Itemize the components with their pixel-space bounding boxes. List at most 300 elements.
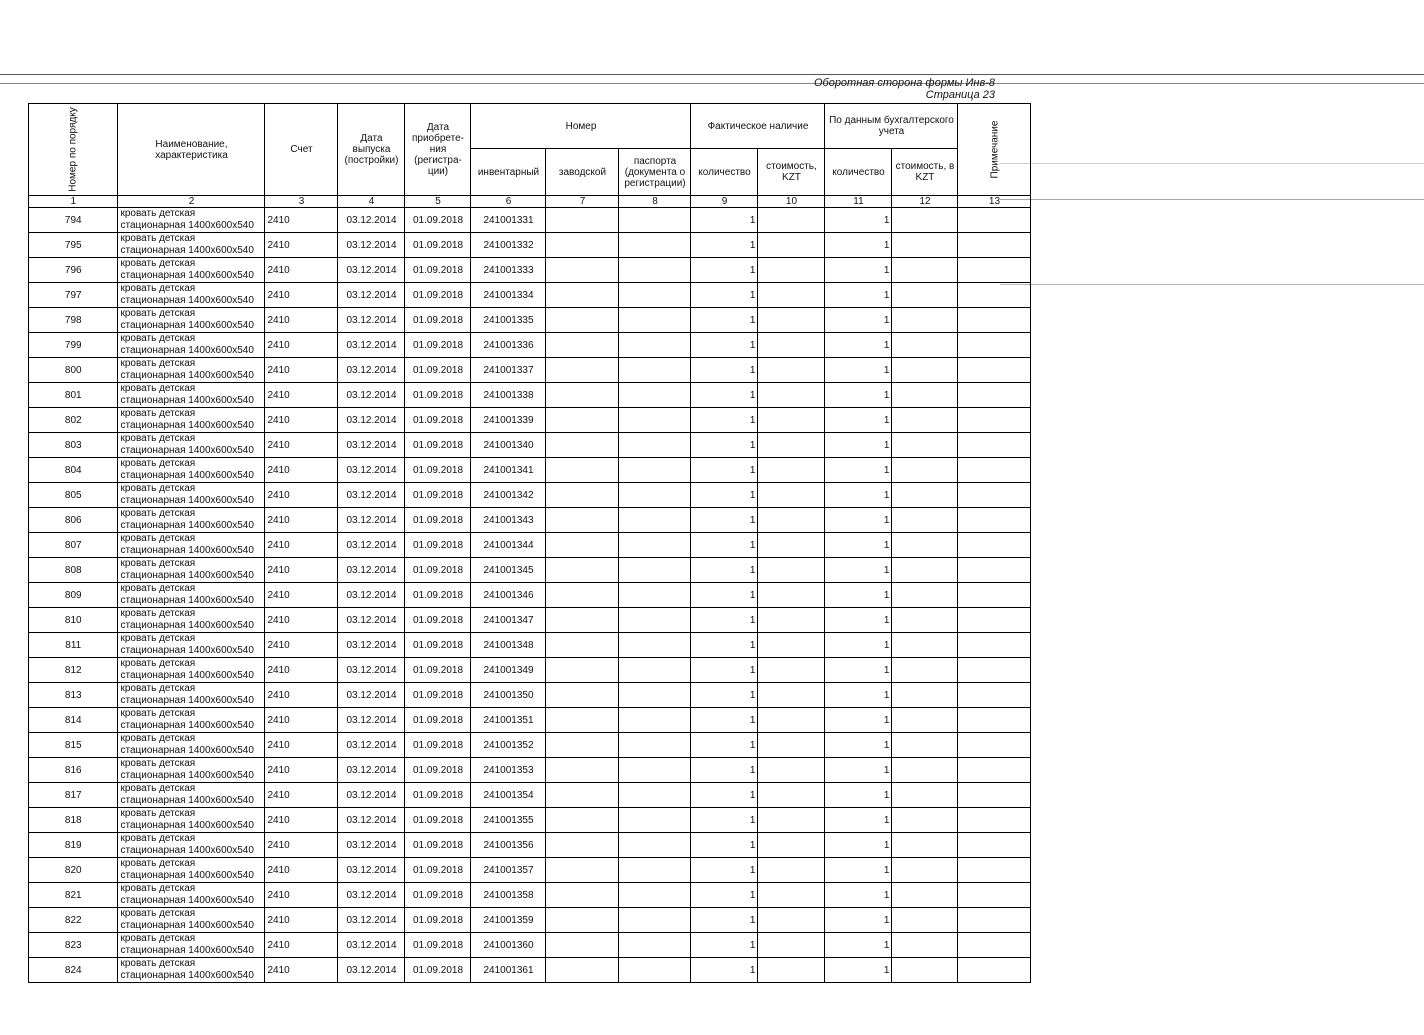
inventory-number-cell: 241001359 — [471, 908, 546, 933]
passport-cell — [619, 233, 691, 258]
acquisition-date-cell: 01.09.2018 — [405, 483, 471, 508]
column-number: 6 — [471, 196, 546, 208]
release-date-cell: 03.12.2014 — [338, 883, 405, 908]
item-name-line: кровать детская — [120, 933, 196, 944]
passport-cell — [619, 683, 691, 708]
item-name-line: стационарная 1400x600x540 — [120, 520, 254, 531]
actual-cost-cell — [758, 783, 825, 808]
column-number: 10 — [758, 196, 825, 208]
acquisition-date-cell: 01.09.2018 — [405, 883, 471, 908]
inventory-number-cell: 241001332 — [471, 233, 546, 258]
item-name-cell — [118, 533, 265, 558]
item-name-line: стационарная 1400x600x540 — [120, 670, 254, 681]
note-cell — [958, 783, 1031, 808]
account-cell: 2410 — [265, 283, 338, 308]
factory-number-cell — [546, 458, 619, 483]
item-name-line: стационарная 1400x600x540 — [120, 720, 254, 731]
row-number-cell: 811 — [29, 633, 118, 658]
inventory-number-cell: 241001340 — [471, 433, 546, 458]
item-name-line: стационарная 1400x600x540 — [120, 445, 254, 456]
note-cell — [958, 358, 1031, 383]
actual-qty-cell: 1 — [691, 383, 758, 408]
accounting-cost-cell — [892, 483, 958, 508]
passport-cell — [619, 258, 691, 283]
note-cell — [958, 608, 1031, 633]
note-cell — [958, 508, 1031, 533]
row-number-cell: 806 — [29, 508, 118, 533]
release-date-cell: 03.12.2014 — [338, 908, 405, 933]
passport-cell — [619, 358, 691, 383]
item-name-line: кровать детская — [120, 458, 196, 469]
accounting-qty-cell: 1 — [825, 383, 892, 408]
item-name-cell — [118, 408, 265, 433]
table-row — [29, 233, 1031, 258]
item-name-line: стационарная 1400x600x540 — [120, 370, 254, 381]
acquisition-date-cell: 01.09.2018 — [405, 358, 471, 383]
item-name-line: стационарная 1400x600x540 — [120, 945, 254, 956]
accounting-cost-cell — [892, 858, 958, 883]
table-row — [29, 883, 1031, 908]
release-date-cell: 03.12.2014 — [338, 333, 405, 358]
accounting-qty-cell: 1 — [825, 658, 892, 683]
row-number-cell: 795 — [29, 233, 118, 258]
item-name-cell — [118, 283, 265, 308]
release-date-cell: 03.12.2014 — [338, 233, 405, 258]
item-name-line: стационарная 1400x600x540 — [120, 870, 254, 881]
accounting-qty-cell: 1 — [825, 208, 892, 233]
item-name-line: кровать детская — [120, 683, 196, 694]
accounting-qty-cell: 1 — [825, 308, 892, 333]
note-cell — [958, 433, 1031, 458]
item-name-cell — [118, 933, 265, 958]
passport-cell — [619, 883, 691, 908]
table-row — [29, 908, 1031, 933]
release-date-cell: 03.12.2014 — [338, 733, 405, 758]
inventory-number-cell: 241001349 — [471, 658, 546, 683]
header-group-actual: Фактическое наличие — [691, 104, 825, 149]
note-cell — [958, 583, 1031, 608]
release-date-cell: 03.12.2014 — [338, 383, 405, 408]
passport-cell — [619, 933, 691, 958]
item-name-cell — [118, 658, 265, 683]
row-number-cell: 816 — [29, 758, 118, 783]
acquisition-date-cell: 01.09.2018 — [405, 208, 471, 233]
item-name-line: стационарная 1400x600x540 — [120, 245, 254, 256]
actual-cost-cell — [758, 883, 825, 908]
passport-cell — [619, 758, 691, 783]
release-date-cell: 03.12.2014 — [338, 308, 405, 333]
row-number-cell: 801 — [29, 383, 118, 408]
column-number: 9 — [691, 196, 758, 208]
acquisition-date-cell: 01.09.2018 — [405, 683, 471, 708]
actual-cost-cell — [758, 683, 825, 708]
note-cell — [958, 458, 1031, 483]
acquisition-date-cell: 01.09.2018 — [405, 383, 471, 408]
release-date-cell: 03.12.2014 — [338, 958, 405, 983]
table-row — [29, 808, 1031, 833]
header-row-number: Номер по порядку — [29, 104, 118, 196]
item-name-cell — [118, 558, 265, 583]
account-cell: 2410 — [265, 808, 338, 833]
note-cell — [958, 408, 1031, 433]
actual-qty-cell: 1 — [691, 283, 758, 308]
inventory-number-cell: 241001356 — [471, 833, 546, 858]
accounting-cost-cell — [892, 433, 958, 458]
header-name: Наименование, характеристика — [118, 104, 265, 196]
item-name-cell — [118, 333, 265, 358]
acquisition-date-cell: 01.09.2018 — [405, 508, 471, 533]
accounting-cost-cell — [892, 608, 958, 633]
acquisition-date-cell: 01.09.2018 — [405, 958, 471, 983]
row-number-cell: 805 — [29, 483, 118, 508]
column-number: 8 — [619, 196, 691, 208]
acquisition-date-cell: 01.09.2018 — [405, 933, 471, 958]
item-name-cell — [118, 883, 265, 908]
inventory-number-cell: 241001348 — [471, 633, 546, 658]
accounting-cost-cell — [892, 733, 958, 758]
table-row — [29, 433, 1031, 458]
table-row — [29, 783, 1031, 808]
actual-cost-cell — [758, 808, 825, 833]
item-name-line: кровать детская — [120, 908, 196, 919]
scan-artifact-line — [1000, 199, 1424, 200]
passport-cell — [619, 508, 691, 533]
item-name-line: кровать детская — [120, 508, 196, 519]
table-row — [29, 683, 1031, 708]
table-row — [29, 583, 1031, 608]
item-name-line: кровать детская — [120, 533, 196, 544]
actual-qty-cell: 1 — [691, 883, 758, 908]
note-cell — [958, 333, 1031, 358]
inventory-number-cell: 241001357 — [471, 858, 546, 883]
accounting-cost-cell — [892, 508, 958, 533]
item-name-cell — [118, 633, 265, 658]
factory-number-cell — [546, 858, 619, 883]
table-row — [29, 483, 1031, 508]
actual-cost-cell — [758, 708, 825, 733]
passport-cell — [619, 558, 691, 583]
item-name-line: стационарная 1400x600x540 — [120, 695, 254, 706]
item-name-line: кровать детская — [120, 383, 196, 394]
inventory-number-cell: 241001343 — [471, 508, 546, 533]
accounting-cost-cell — [892, 633, 958, 658]
factory-number-cell — [546, 358, 619, 383]
item-name-line: кровать детская — [120, 608, 196, 619]
row-number-cell: 821 — [29, 883, 118, 908]
actual-cost-cell — [758, 333, 825, 358]
inventory-number-cell: 241001331 — [471, 208, 546, 233]
accounting-qty-cell: 1 — [825, 708, 892, 733]
release-date-cell: 03.12.2014 — [338, 483, 405, 508]
account-cell: 2410 — [265, 783, 338, 808]
acquisition-date-cell: 01.09.2018 — [405, 783, 471, 808]
row-number-cell: 823 — [29, 933, 118, 958]
actual-qty-cell: 1 — [691, 233, 758, 258]
accounting-cost-cell — [892, 708, 958, 733]
accounting-qty-cell: 1 — [825, 783, 892, 808]
item-name-line: стационарная 1400x600x540 — [120, 495, 254, 506]
release-date-cell: 03.12.2014 — [338, 683, 405, 708]
acquisition-date-cell: 01.09.2018 — [405, 533, 471, 558]
table-row — [29, 533, 1031, 558]
item-name-line: кровать детская — [120, 833, 196, 844]
release-date-cell: 03.12.2014 — [338, 283, 405, 308]
row-number-cell: 815 — [29, 733, 118, 758]
column-number: 12 — [892, 196, 958, 208]
passport-cell — [619, 483, 691, 508]
release-date-cell: 03.12.2014 — [338, 758, 405, 783]
factory-number-cell — [546, 633, 619, 658]
inventory-number-cell: 241001355 — [471, 808, 546, 833]
actual-qty-cell: 1 — [691, 708, 758, 733]
column-number: 4 — [338, 196, 405, 208]
account-cell: 2410 — [265, 683, 338, 708]
accounting-qty-cell: 1 — [825, 458, 892, 483]
header-group-number: Номер — [471, 104, 691, 149]
table-row — [29, 633, 1031, 658]
accounting-qty-cell: 1 — [825, 408, 892, 433]
passport-cell — [619, 858, 691, 883]
table-row — [29, 508, 1031, 533]
account-cell: 2410 — [265, 408, 338, 433]
item-name-line: кровать детская — [120, 258, 196, 269]
table-row — [29, 858, 1031, 883]
accounting-cost-cell — [892, 583, 958, 608]
accounting-cost-cell — [892, 958, 958, 983]
row-number-cell: 814 — [29, 708, 118, 733]
inventory-number-cell: 241001337 — [471, 358, 546, 383]
table-row — [29, 383, 1031, 408]
acquisition-date-cell: 01.09.2018 — [405, 308, 471, 333]
passport-cell — [619, 208, 691, 233]
actual-cost-cell — [758, 658, 825, 683]
inventory-number-cell: 241001361 — [471, 958, 546, 983]
row-number-cell: 796 — [29, 258, 118, 283]
accounting-cost-cell — [892, 783, 958, 808]
actual-cost-cell — [758, 458, 825, 483]
column-number-row — [29, 196, 1031, 208]
header-group-accounting: По данным бухгалтерского учета — [825, 104, 958, 149]
accounting-cost-cell — [892, 408, 958, 433]
accounting-cost-cell — [892, 908, 958, 933]
actual-cost-cell — [758, 583, 825, 608]
factory-number-cell — [546, 533, 619, 558]
account-cell: 2410 — [265, 533, 338, 558]
item-name-cell — [118, 258, 265, 283]
column-number: 3 — [265, 196, 338, 208]
header-passport: паспорта (документа о регистрации) — [619, 149, 691, 196]
passport-cell — [619, 408, 691, 433]
actual-qty-cell: 1 — [691, 683, 758, 708]
passport-cell — [619, 783, 691, 808]
inventory-number-cell: 241001353 — [471, 758, 546, 783]
accounting-qty-cell: 1 — [825, 733, 892, 758]
table-row — [29, 408, 1031, 433]
table-row — [29, 458, 1031, 483]
item-name-cell — [118, 358, 265, 383]
scan-artifact-line — [1000, 284, 1424, 285]
factory-number-cell — [546, 608, 619, 633]
header-acquisition-date: Дата приобрете-ния (регистра-ции) — [405, 104, 471, 196]
account-cell: 2410 — [265, 333, 338, 358]
note-cell — [958, 383, 1031, 408]
accounting-qty-cell: 1 — [825, 533, 892, 558]
item-name-line: стационарная 1400x600x540 — [120, 345, 254, 356]
table-row — [29, 758, 1031, 783]
actual-cost-cell — [758, 308, 825, 333]
inventory-number-cell: 241001336 — [471, 333, 546, 358]
note-cell — [958, 958, 1031, 983]
acquisition-date-cell: 01.09.2018 — [405, 808, 471, 833]
item-name-cell — [118, 833, 265, 858]
acquisition-date-cell: 01.09.2018 — [405, 283, 471, 308]
actual-cost-cell — [758, 958, 825, 983]
item-name-line: кровать детская — [120, 283, 196, 294]
actual-cost-cell — [758, 533, 825, 558]
passport-cell — [619, 458, 691, 483]
actual-qty-cell: 1 — [691, 333, 758, 358]
actual-cost-cell — [758, 758, 825, 783]
table-row — [29, 208, 1031, 233]
acquisition-date-cell: 01.09.2018 — [405, 608, 471, 633]
accounting-cost-cell — [892, 533, 958, 558]
factory-number-cell — [546, 483, 619, 508]
note-cell — [958, 308, 1031, 333]
actual-cost-cell — [758, 383, 825, 408]
item-name-cell — [118, 858, 265, 883]
release-date-cell: 03.12.2014 — [338, 558, 405, 583]
actual-qty-cell: 1 — [691, 308, 758, 333]
actual-cost-cell — [758, 483, 825, 508]
accounting-qty-cell: 1 — [825, 758, 892, 783]
acquisition-date-cell: 01.09.2018 — [405, 258, 471, 283]
actual-qty-cell: 1 — [691, 633, 758, 658]
factory-number-cell — [546, 958, 619, 983]
release-date-cell: 03.12.2014 — [338, 533, 405, 558]
acquisition-date-cell: 01.09.2018 — [405, 233, 471, 258]
release-date-cell: 03.12.2014 — [338, 458, 405, 483]
item-name-line: стационарная 1400x600x540 — [120, 845, 254, 856]
item-name-cell — [118, 508, 265, 533]
actual-cost-cell — [758, 933, 825, 958]
accounting-cost-cell — [892, 933, 958, 958]
note-cell — [958, 558, 1031, 583]
note-cell — [958, 258, 1031, 283]
header-account: Счет — [265, 104, 338, 196]
release-date-cell: 03.12.2014 — [338, 833, 405, 858]
item-name-cell — [118, 308, 265, 333]
inventory-number-cell: 241001338 — [471, 383, 546, 408]
actual-qty-cell: 1 — [691, 933, 758, 958]
note-cell — [958, 758, 1031, 783]
actual-cost-cell — [758, 433, 825, 458]
accounting-cost-cell — [892, 558, 958, 583]
factory-number-cell — [546, 233, 619, 258]
table-row — [29, 958, 1031, 983]
column-number: 13 — [958, 196, 1031, 208]
account-cell: 2410 — [265, 458, 338, 483]
account-cell: 2410 — [265, 708, 338, 733]
item-name-line: стационарная 1400x600x540 — [120, 795, 254, 806]
item-name-line: кровать детская — [120, 633, 196, 644]
item-name-line: кровать детская — [120, 558, 196, 569]
factory-number-cell — [546, 408, 619, 433]
account-cell: 2410 — [265, 908, 338, 933]
row-number-cell: 819 — [29, 833, 118, 858]
account-cell: 2410 — [265, 433, 338, 458]
accounting-cost-cell — [892, 358, 958, 383]
account-cell: 2410 — [265, 583, 338, 608]
item-name-line: стационарная 1400x600x540 — [120, 420, 254, 431]
actual-cost-cell — [758, 283, 825, 308]
item-name-line: стационарная 1400x600x540 — [120, 395, 254, 406]
table-row — [29, 608, 1031, 633]
actual-qty-cell: 1 — [691, 433, 758, 458]
factory-number-cell — [546, 908, 619, 933]
actual-cost-cell — [758, 608, 825, 633]
factory-number-cell — [546, 933, 619, 958]
accounting-qty-cell: 1 — [825, 908, 892, 933]
page-number: Страница 23 — [925, 89, 995, 101]
form-header — [700, 77, 995, 101]
acquisition-date-cell: 01.09.2018 — [405, 708, 471, 733]
accounting-qty-cell: 1 — [825, 483, 892, 508]
acquisition-date-cell: 01.09.2018 — [405, 433, 471, 458]
item-name-cell — [118, 383, 265, 408]
accounting-cost-cell — [892, 258, 958, 283]
note-cell — [958, 533, 1031, 558]
acquisition-date-cell: 01.09.2018 — [405, 558, 471, 583]
actual-cost-cell — [758, 408, 825, 433]
accounting-qty-cell: 1 — [825, 558, 892, 583]
passport-cell — [619, 833, 691, 858]
acquisition-date-cell: 01.09.2018 — [405, 458, 471, 483]
accounting-qty-cell: 1 — [825, 858, 892, 883]
item-name-line: стационарная 1400x600x540 — [120, 295, 254, 306]
scan-artifact-line — [0, 74, 1424, 75]
actual-qty-cell: 1 — [691, 483, 758, 508]
item-name-line: кровать детская — [120, 783, 196, 794]
table-row — [29, 333, 1031, 358]
inventory-number-cell: 241001333 — [471, 258, 546, 283]
inventory-number-cell: 241001358 — [471, 883, 546, 908]
acquisition-date-cell: 01.09.2018 — [405, 733, 471, 758]
actual-qty-cell: 1 — [691, 408, 758, 433]
row-number-cell: 813 — [29, 683, 118, 708]
acquisition-date-cell: 01.09.2018 — [405, 583, 471, 608]
release-date-cell: 03.12.2014 — [338, 508, 405, 533]
actual-qty-cell: 1 — [691, 783, 758, 808]
inventory-number-cell: 241001346 — [471, 583, 546, 608]
item-name-line: стационарная 1400x600x540 — [120, 545, 254, 556]
note-cell — [958, 733, 1031, 758]
item-name-line: кровать детская — [120, 708, 196, 719]
actual-qty-cell: 1 — [691, 908, 758, 933]
note-cell — [958, 808, 1031, 833]
accounting-qty-cell: 1 — [825, 508, 892, 533]
factory-number-cell — [546, 883, 619, 908]
row-number-cell: 817 — [29, 783, 118, 808]
account-cell: 2410 — [265, 358, 338, 383]
item-name-cell — [118, 233, 265, 258]
actual-cost-cell — [758, 258, 825, 283]
inventory-number-cell: 241001352 — [471, 733, 546, 758]
item-name-line: стационарная 1400x600x540 — [120, 470, 254, 481]
inventory-number-cell: 241001344 — [471, 533, 546, 558]
column-number: 11 — [825, 196, 892, 208]
table-row — [29, 308, 1031, 333]
acquisition-date-cell: 01.09.2018 — [405, 833, 471, 858]
